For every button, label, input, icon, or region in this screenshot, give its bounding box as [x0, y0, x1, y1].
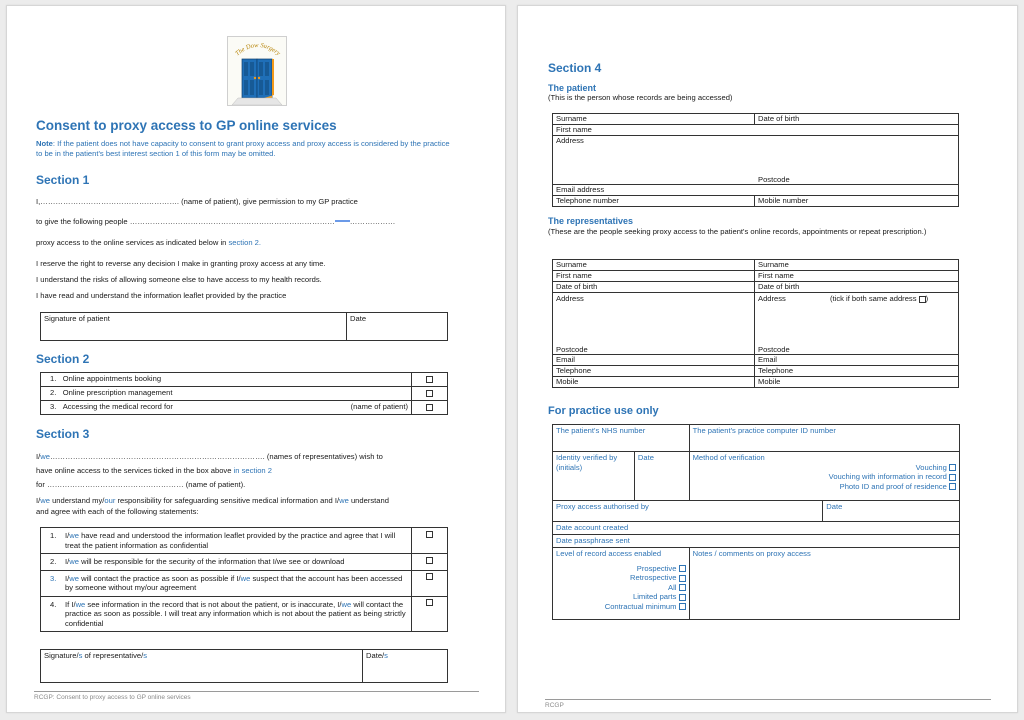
section-1-line-3: [36, 238, 261, 248]
item-number: 3.: [50, 573, 57, 583]
text-our: our: [104, 496, 116, 505]
patient-mobile-field[interactable]: Mobile number: [755, 196, 959, 207]
representative-signature-field[interactable]: Signature/s of representative/s: [41, 650, 363, 683]
text-part: understand: [348, 496, 389, 505]
rep2-postcode-label: Postcode: [758, 344, 790, 354]
patient-telephone-field[interactable]: Telephone number: [553, 196, 755, 207]
agreement-text: If I/we see information in the record that is not about the patient, or is inaccurate, I/we will contact the practice as soon as possible. I will treat any information which is not about the patient as being strictly confidential: [65, 599, 406, 628]
section-2-reference: in section 2: [233, 466, 272, 475]
agreement-row: [41, 528, 448, 554]
method-label: Method of verification: [692, 453, 765, 462]
section-2-heading: Section 2: [36, 352, 90, 366]
statement-reverse-right: I reserve the right to reverse any decision I make in granting proxy access at any time.: [36, 259, 326, 268]
rep1-mobile-field[interactable]: Mobile: [553, 377, 755, 388]
section-3-line-1: [36, 452, 383, 462]
rep1-address-field[interactable]: Address Postcode: [553, 293, 755, 355]
item-number: 3.: [50, 402, 57, 411]
computer-id-field[interactable]: The patient's practice computer ID number: [689, 425, 959, 452]
level-all-option[interactable]: All: [556, 583, 686, 593]
access-level-field: [553, 548, 690, 620]
section-2-reference: section 2.: [228, 238, 261, 247]
text-part: I/: [36, 496, 41, 505]
note-paragraph: [36, 139, 456, 159]
same-address-hint: (tick if both same address ): [830, 294, 929, 303]
representatives-subtitle: (These are the people seeking proxy access to the patient's online records, appointments or repeat prescription.): [548, 227, 927, 236]
photo-id-checkbox[interactable]: [949, 483, 956, 490]
authorised-date-field[interactable]: Date: [823, 501, 960, 522]
rep2-dob-field[interactable]: Date of birth: [755, 282, 959, 293]
practice-use-heading: For practice use only: [548, 405, 659, 417]
patient-heading: The patient: [548, 83, 597, 93]
signature-label: Signature of patient: [44, 314, 110, 323]
agreement-row: [41, 570, 448, 596]
text-give-following: to give the following people: [36, 217, 130, 226]
rep2-email-field[interactable]: Email: [755, 355, 959, 366]
section-3-line-3: [36, 480, 245, 490]
level-contractual-option[interactable]: Contractual minimum: [556, 602, 686, 612]
representative-signature-table: [40, 649, 448, 683]
section-3-heading: Section 3: [36, 427, 90, 441]
item-number: 4.: [50, 599, 57, 609]
patient-name-blank[interactable]: ……………………………………………….: [40, 197, 180, 206]
page-2-footer: RCGP: [545, 702, 564, 709]
rep1-first-name-field[interactable]: First name: [553, 271, 755, 282]
notes-field[interactable]: Notes / comments on proxy access: [689, 548, 959, 620]
agreement-text: I/we have read and understood the information leaflet provided by the practice and agree that I will treat the patient information as confidential: [65, 531, 396, 550]
statement-understand-risks: I understand the risks of allowing someone else to have access to my health records.: [36, 275, 322, 284]
date-label: Date: [350, 314, 367, 323]
rep1-email-field[interactable]: Email: [553, 355, 755, 366]
svg-text:The Dow Surgery: The Dow Surgery: [234, 41, 282, 58]
responsibility-line-2: and agree with each of the following statements:: [36, 507, 199, 516]
document-page-2: [517, 5, 1018, 713]
agreement-text: I/we will be responsible for the security of the information that I/we see or download: [65, 557, 345, 566]
retrospective-checkbox[interactable]: [679, 575, 686, 582]
footer-divider: [34, 691, 479, 692]
representatives-table: [552, 259, 959, 388]
page-title: Consent to proxy access to GP online services: [36, 118, 337, 133]
agreement-row: [41, 554, 448, 571]
account-created-field[interactable]: Date account created: [553, 522, 960, 535]
services-table: [40, 372, 448, 415]
passphrase-sent-field[interactable]: Date passphrase sent: [553, 535, 960, 548]
verification-method-field: [689, 452, 959, 501]
text-name-of-patient: (name of patient).: [183, 480, 246, 489]
service-label: Online prescription management: [62, 388, 173, 397]
prospective-checkbox[interactable]: [679, 565, 686, 572]
text-part: responsibility for safeguarding sensitive medical information and I/: [115, 496, 340, 505]
section-1-heading: Section 1: [36, 173, 90, 187]
method-vouching-option[interactable]: Vouching: [693, 463, 956, 473]
text-we: we: [40, 496, 50, 505]
section-1-line-1: [36, 197, 358, 207]
agreement-2-checkbox[interactable]: [426, 557, 433, 564]
agreement-3-checkbox[interactable]: [426, 573, 433, 580]
vouching-record-checkbox[interactable]: [949, 474, 956, 481]
practice-logo: [227, 36, 287, 106]
rep1-dob-field[interactable]: Date of birth: [553, 282, 755, 293]
representatives-heading: The representatives: [548, 216, 634, 226]
text-part: understand my/: [49, 496, 105, 505]
text-for: for: [36, 480, 47, 489]
note-label: Note: [36, 139, 53, 148]
text-have-online-access: have online access to the services ticked in the box above: [36, 466, 234, 475]
text-i: I/: [36, 452, 41, 461]
text-proxy-access: proxy access to the online services as indicated below in: [36, 238, 229, 247]
section-3-line-2: [36, 466, 272, 476]
text-wish-to: (names of representatives) wish to: [264, 452, 383, 461]
vouching-checkbox[interactable]: [949, 464, 956, 471]
method-vouching-record-option[interactable]: Vouching with information in record: [693, 472, 956, 482]
door-logo-icon: [228, 37, 287, 106]
patient-subtitle: (This is the person whose records are being accessed): [548, 93, 733, 102]
level-limited-option[interactable]: Limited parts: [556, 592, 686, 602]
rep2-telephone-field[interactable]: Telephone: [755, 366, 959, 377]
section-4-heading: Section 4: [548, 61, 602, 75]
item-number: 2.: [50, 388, 57, 397]
rep1-surname-field[interactable]: Surname: [553, 260, 755, 271]
patient-date-field[interactable]: [347, 313, 448, 341]
name-of-patient-hint: (name of patient): [350, 402, 408, 411]
patient-address-field[interactable]: Address Postcode: [553, 136, 959, 185]
service-label: Online appointments booking: [62, 374, 162, 383]
contractual-minimum-checkbox[interactable]: [679, 603, 686, 610]
service-medical-record-checkbox[interactable]: [426, 404, 433, 411]
patient-postcode-label: Postcode: [758, 174, 790, 184]
rep2-address-field[interactable]: Address (tick if both same address ) Postcode: [755, 293, 959, 355]
footer-divider: [545, 699, 991, 700]
agreement-statements-table: [40, 527, 448, 632]
patient-name-blank-2[interactable]: ………………………………………………: [46, 480, 184, 489]
statement-read-leaflet: I have read and understand the information leaflet provided by the practice: [36, 291, 287, 300]
item-number: 1.: [50, 374, 57, 383]
agreement-4-checkbox[interactable]: [426, 599, 433, 606]
rep2-first-name-field[interactable]: First name: [755, 271, 959, 282]
item-number: 2.: [50, 557, 57, 566]
level-prospective-option[interactable]: Prospective: [556, 564, 686, 574]
text-i: I,: [36, 197, 41, 206]
agreement-1-checkbox[interactable]: [426, 531, 433, 538]
service-prescriptions-checkbox[interactable]: [426, 390, 433, 397]
representative-date-field[interactable]: Date/s: [363, 650, 448, 683]
service-appointments-checkbox[interactable]: [426, 376, 433, 383]
patient-dob-field[interactable]: Date of birth: [755, 114, 959, 125]
method-photo-id-option[interactable]: Photo ID and proof of residence: [693, 482, 956, 492]
section-1-line-2: [36, 217, 395, 227]
representatives-blank-end[interactable]: ………………: [349, 217, 396, 226]
limited-parts-checkbox[interactable]: [679, 594, 686, 601]
service-label: Accessing the medical record for: [62, 402, 173, 411]
agreement-row: [41, 596, 448, 632]
note-text: : If the patient does not have capacity to consent to grant proxy access and proxy access is considered by the practice to be in the patient's best interest section 1 of this form may be omitted.: [36, 139, 450, 158]
rep1-postcode-label: Postcode: [556, 344, 588, 354]
text-we: we: [40, 452, 50, 461]
representatives-names-blank[interactable]: ………………………………………………………………………….: [49, 452, 265, 461]
item-number: 1.: [50, 531, 57, 540]
document-page-1: [6, 5, 506, 713]
representatives-blank[interactable]: ………………………………………………………………………: [129, 217, 335, 226]
authorised-by-field[interactable]: Proxy access authorised by: [553, 501, 823, 522]
nhs-number-field[interactable]: The patient's NHS number: [553, 425, 690, 452]
service-row: [41, 401, 448, 415]
access-level-label: Level of record access enabled: [556, 549, 662, 558]
patient-signature-table: [40, 312, 448, 341]
patient-surname-field[interactable]: Surname: [553, 114, 755, 125]
page-1-footer: RCGP: Consent to proxy access to GP online services: [34, 694, 191, 701]
rep1-telephone-field[interactable]: Telephone: [553, 366, 755, 377]
service-row: [41, 373, 448, 387]
verification-date-field[interactable]: Date: [634, 452, 689, 501]
responsibility-line-1: [36, 496, 389, 506]
agreement-text: I/we will contact the practice as soon as possible if I/we suspect that the account has been accessed by someone without my/our agreement: [65, 573, 403, 592]
text-we: we: [339, 496, 349, 505]
all-checkbox[interactable]: [679, 584, 686, 591]
rep2-mobile-field[interactable]: Mobile: [755, 377, 959, 388]
same-address-checkbox[interactable]: [919, 296, 926, 303]
patient-details-table: [552, 113, 959, 207]
patient-email-field[interactable]: Email address: [553, 185, 959, 196]
service-row: [41, 387, 448, 401]
text-give-permission: (name of patient), give permission to my GP practice: [179, 197, 358, 206]
rep2-surname-field[interactable]: Surname: [755, 260, 959, 271]
cursor-selection-mark: [335, 220, 350, 222]
level-retrospective-option[interactable]: Retrospective: [556, 573, 686, 583]
patient-first-name-field[interactable]: First name: [553, 125, 959, 136]
practice-use-table: [552, 424, 960, 620]
patient-signature-field[interactable]: [41, 313, 347, 341]
identity-verified-field[interactable]: Identity verified by (initials): [553, 452, 635, 501]
